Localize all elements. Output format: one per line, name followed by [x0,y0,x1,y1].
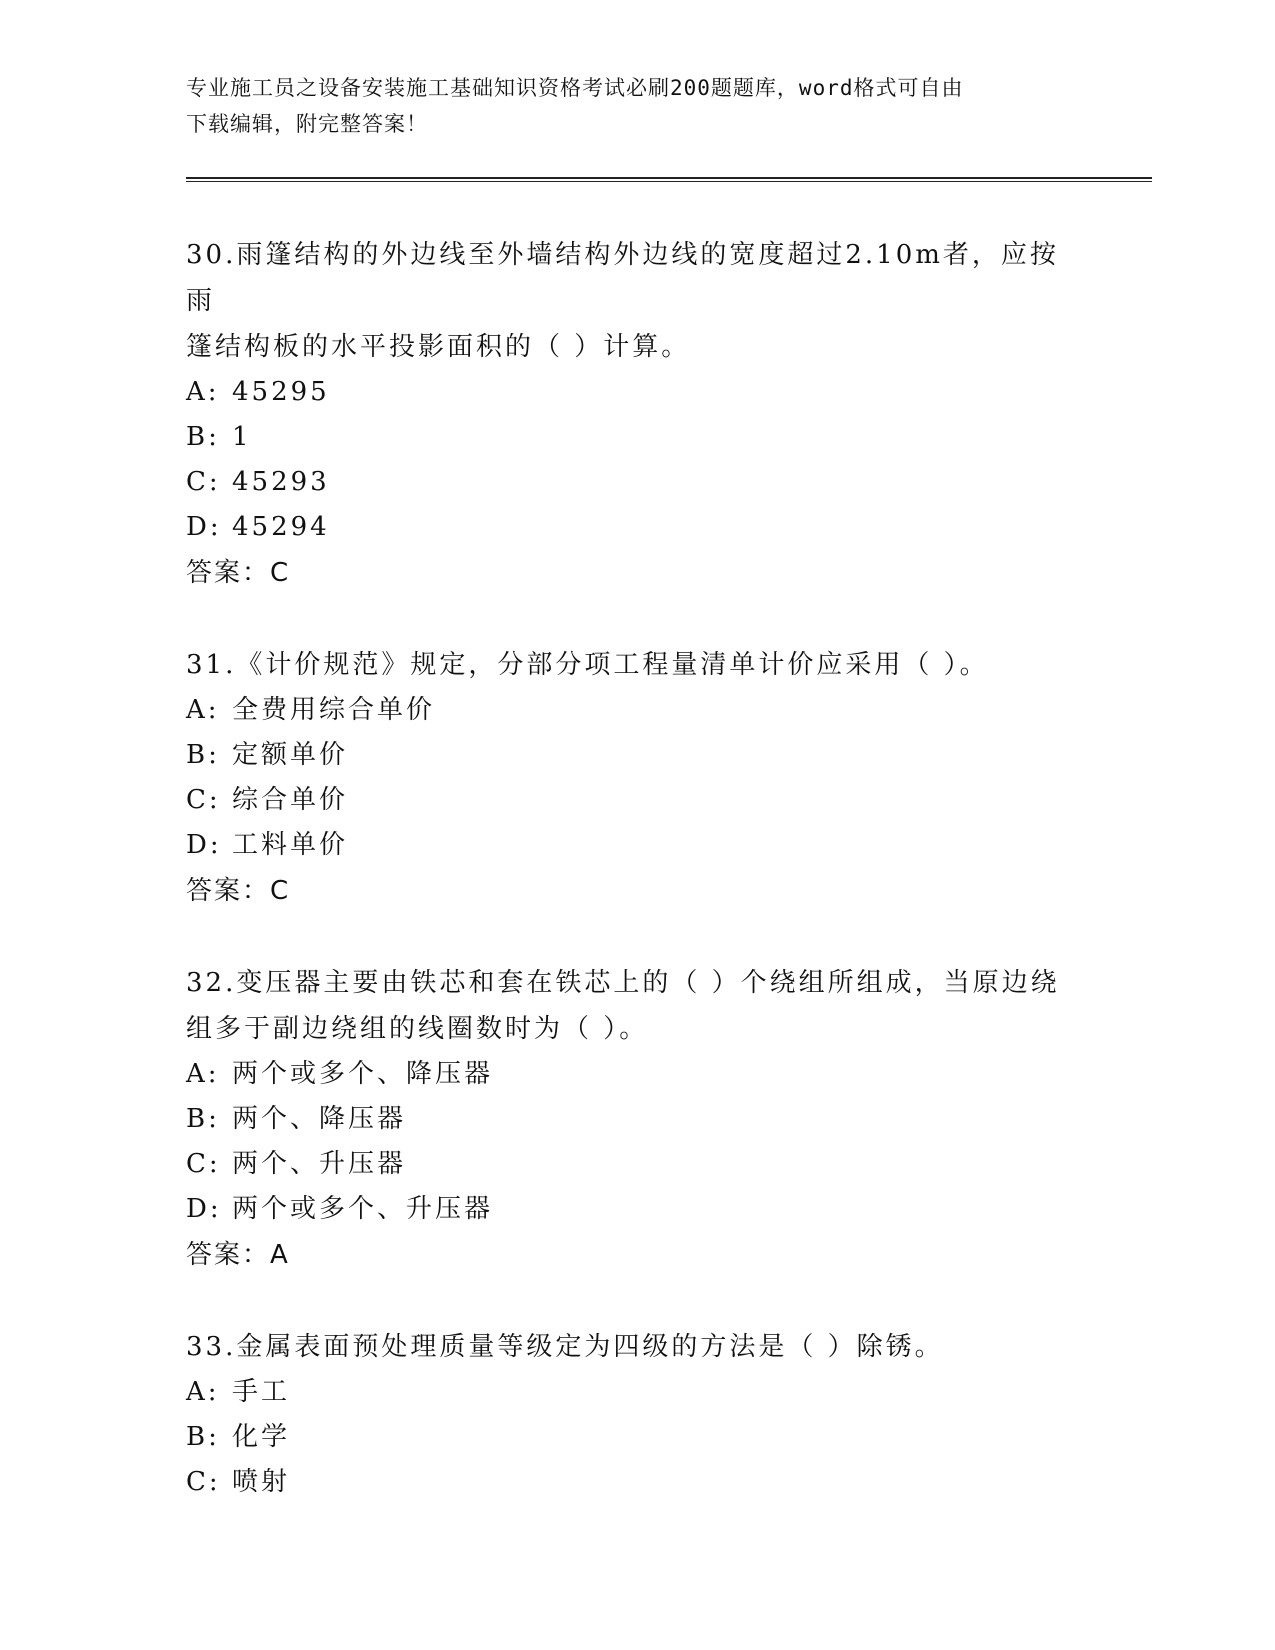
option-text: 45294 [232,512,330,542]
option-d [186,1187,1086,1232]
question-stem [186,232,1086,370]
option-text: 45293 [232,467,330,497]
option-key: B: [186,1104,220,1134]
header-title-line-1: 专业施工员之设备安装施工基础知识资格考试必刷200题题库，word格式可自由 [186,76,964,100]
question-stem-line-2: 组多于副边绕组的线圈数时为（ ）。 [186,1014,649,1044]
question-stem-line-2: 篷结构板的水平投影面积的（ ）计算。 [186,332,691,362]
option-c [186,1142,1086,1187]
option-text: 45295 [232,377,330,407]
option-key: C: [186,785,221,815]
answer-label: 答案：A [186,1240,290,1270]
option-text: 工料单价 [232,830,349,860]
option-text: 两个、降压器 [232,1104,407,1134]
option-key: C: [186,1467,221,1497]
option-key: B: [186,1422,220,1452]
option-key: B: [186,740,220,770]
question-31 [186,642,1086,914]
header-divider [186,177,1152,182]
option-text: 综合单价 [232,785,349,815]
question-stem [186,1324,1086,1370]
option-c [186,1460,1086,1505]
document-header [186,70,1066,142]
header-title-line-2: 下载编辑，附完整答案！ [186,112,428,136]
option-text: 定额单价 [232,740,349,770]
option-key: A: [186,377,220,407]
option-b [186,1415,1086,1460]
option-text: 1 [232,422,252,452]
question-stem-line-1: 30.雨篷结构的外边线至外墙结构外边线的宽度超过2.10m者，应按雨 [186,240,1059,316]
option-text: 手工 [232,1377,291,1407]
question-stem-line-1: 31.《计价规范》规定，分部分项工程量清单计价应采用（ ）。 [186,650,989,680]
option-text: 全费用综合单价 [232,695,436,725]
option-c [186,460,1086,505]
question-stem [186,642,1086,688]
option-b [186,415,1086,460]
option-b [186,1097,1086,1142]
option-key: C: [186,467,221,497]
question-33 [186,1324,1086,1505]
option-c [186,778,1086,823]
option-key: A: [186,1059,220,1089]
option-a [186,688,1086,733]
option-a [186,1052,1086,1097]
option-d [186,823,1086,868]
answer-label: 答案：C [186,558,291,588]
question-30 [186,232,1086,596]
option-key: D: [186,512,222,542]
option-key: D: [186,830,222,860]
question-stem-line-1: 33.金属表面预处理质量等级定为四级的方法是（ ）除锈。 [186,1332,944,1362]
option-key: A: [186,1377,220,1407]
answer-label: 答案：C [186,876,291,906]
option-text: 两个或多个、升压器 [232,1194,494,1224]
option-key: B: [186,422,220,452]
question-stem-line-1: 32.变压器主要由铁芯和套在铁芯上的（ ）个绕组所组成，当原边绕 [186,968,1060,998]
option-a [186,370,1086,415]
option-text: 两个或多个、降压器 [232,1059,494,1089]
option-text: 喷射 [232,1467,291,1497]
question-32 [186,960,1086,1278]
option-text: 两个、升压器 [232,1149,407,1179]
question-stem [186,960,1086,1052]
option-b [186,733,1086,778]
option-key: D: [186,1194,222,1224]
question-list [186,232,1086,1551]
option-key: C: [186,1149,221,1179]
option-key: A: [186,695,220,725]
option-text: 化学 [232,1422,291,1452]
option-a [186,1370,1086,1415]
option-d [186,505,1086,550]
